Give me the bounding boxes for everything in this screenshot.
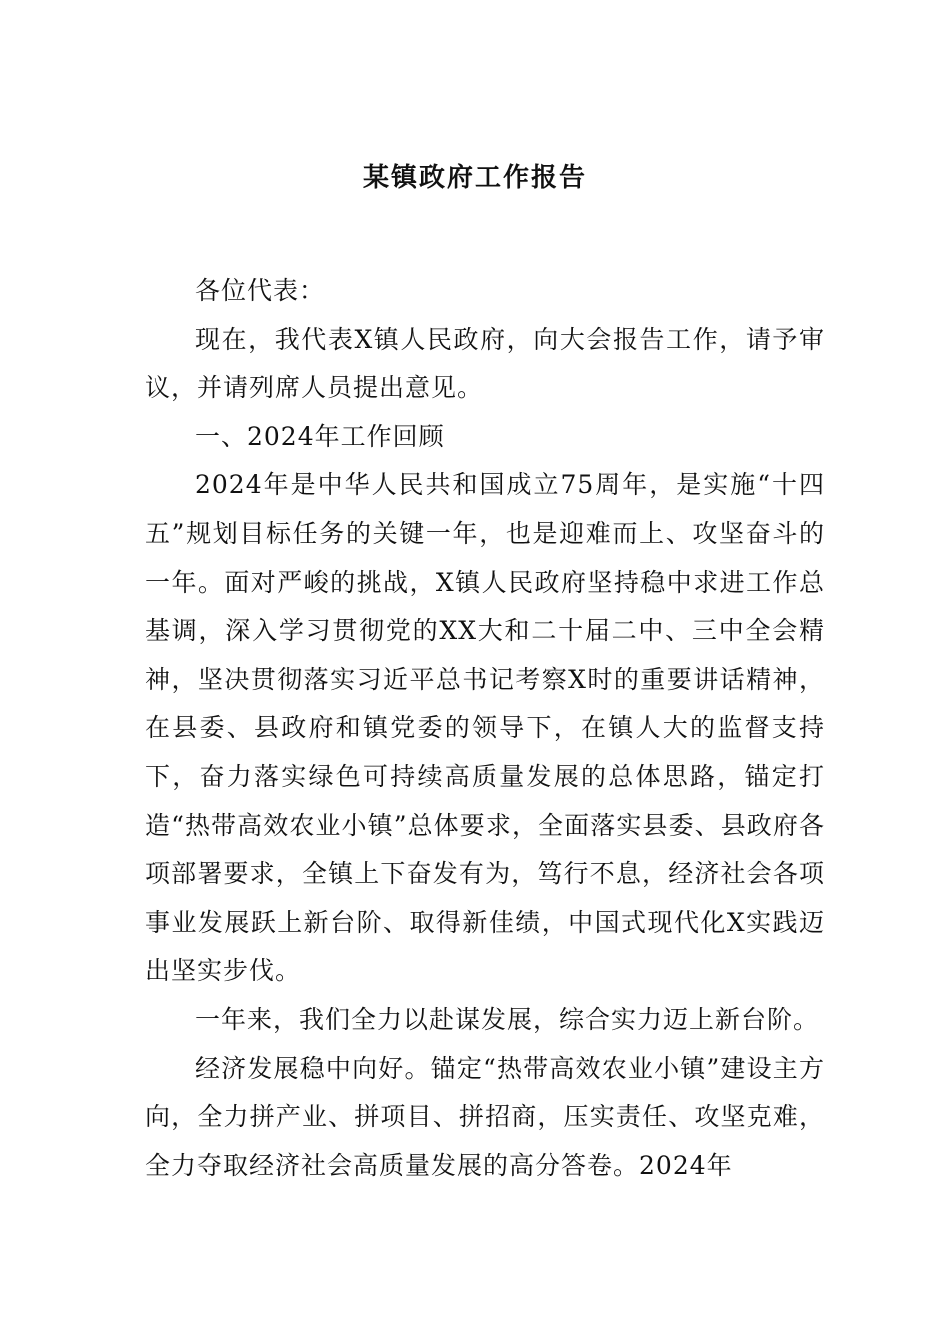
paragraph-salutation: 各位代表：	[195, 276, 326, 305]
document-body	[145, 267, 825, 1190]
paragraph-summary: 一年来，我们全力以赴谋发展，综合实力迈上新台阶。	[195, 1004, 820, 1034]
section-heading: 一、2024年工作回顾	[195, 421, 445, 451]
paragraph-review: 2024年是中华人民共和国成立75周年，是实施“十四五”规划目标任务的关键一年，也是迎难而上、攻坚奋斗的一年。面对严峻的挑战，X镇人民政府坚持稳中求进工作总基调，深入学习贯彻党的XX大和二十届二中、三中全会精神，坚决贯彻落实习近平总书记考察X时的重要讲话精神，在县委、县政府和镇党委的领导下，在镇人大的监督支持下，奋力落实绿色可持续高质量发展的总体思路，锚定打造“热带高效农业小镇”总体要求，全面落实县委、县政府各项部署要求，全镇上下奋发有为，笃行不息，经济社会各项事业发展跃上新台阶、取得新佳绩，中国式现代化X实践迈出坚实步伐。	[145, 470, 825, 986]
paragraph-intro: 现在，我代表X镇人民政府，向大会报告工作，请予审议，并请列席人员提出意见。	[145, 324, 825, 403]
paragraph-economy: 经济发展稳中向好。锚定“热带高效农业小镇”建设主方向，全力拼产业、拼项目、拼招商，压实责任、攻坚克难，全力夺取经济社会高质量发展的高分答卷。2024年	[145, 1053, 825, 1180]
document-title: 某镇政府工作报告	[362, 163, 587, 193]
